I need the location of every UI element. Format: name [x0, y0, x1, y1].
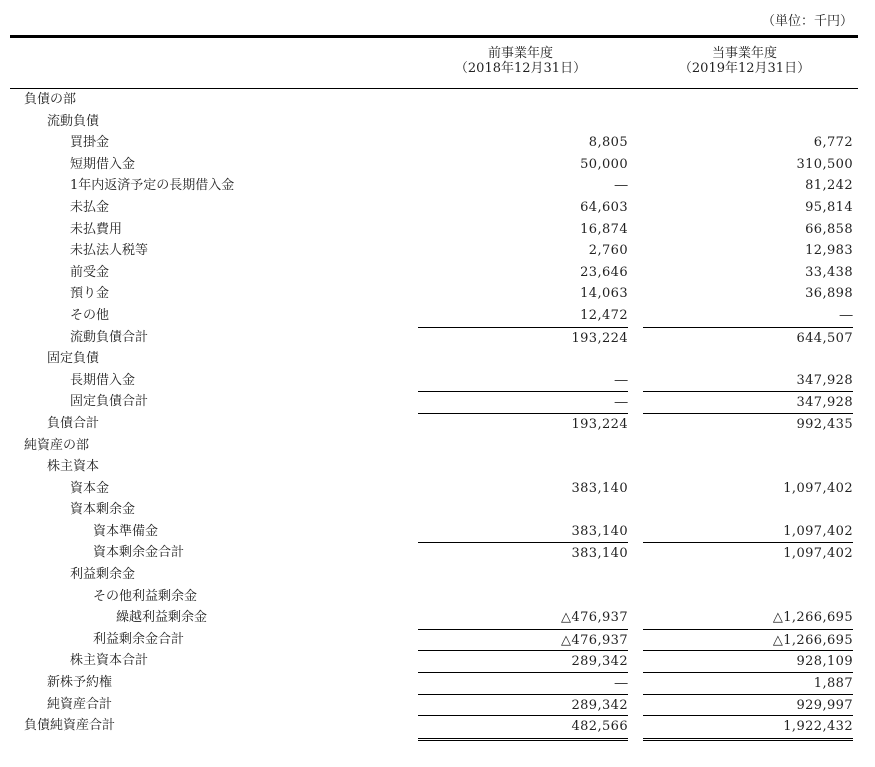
- value-prev-year: 383,140: [571, 480, 628, 496]
- value-prev-year: 14,063: [580, 286, 628, 302]
- table-row: [0, 348, 875, 370]
- table-row: [0, 283, 875, 305]
- unit-label: （単位：千円）: [761, 14, 853, 29]
- table-row: [0, 413, 875, 435]
- row-label: 負債の部: [24, 92, 77, 107]
- row-label: 買掛金: [70, 135, 110, 151]
- value-current-year: 6,772: [813, 135, 853, 151]
- value-current-year: △1,266,695: [643, 629, 853, 652]
- value-prev-year: 383,140: [571, 523, 628, 539]
- value-current-year: 929,997: [643, 694, 853, 717]
- row-label: 資本剰余金: [70, 502, 136, 518]
- value-current-year: 1,922,432: [643, 715, 853, 741]
- value-prev-year: ―: [614, 372, 628, 388]
- row-label: 固定負債: [47, 351, 100, 367]
- row-label: その他: [70, 307, 110, 323]
- value-prev-year: ―: [418, 391, 628, 414]
- row-label: 繰越利益剰余金: [116, 610, 208, 626]
- row-label: 株主資本合計: [70, 653, 149, 669]
- table-row: [0, 197, 875, 219]
- row-label: 未払金: [70, 199, 110, 215]
- table-row: [0, 435, 875, 457]
- value-prev-year: 193,224: [418, 327, 628, 350]
- balance-sheet-table: [0, 89, 875, 737]
- table-row: [0, 391, 875, 413]
- value-current-year: 347,928: [643, 391, 853, 414]
- table-row: [0, 327, 875, 349]
- value-prev-year: 289,342: [418, 694, 628, 717]
- row-label: 流動負債合計: [70, 329, 149, 345]
- value-prev-year: 289,342: [418, 650, 628, 673]
- value-current-year: 1,097,402: [783, 480, 853, 496]
- value-current-year: 33,438: [805, 264, 853, 280]
- table-row: [0, 175, 875, 197]
- value-prev-year: 23,646: [580, 264, 628, 280]
- row-label: 新株予約権: [47, 675, 113, 691]
- table-row: [0, 629, 875, 651]
- value-prev-year: 50,000: [580, 156, 628, 172]
- value-prev-year: △476,937: [561, 610, 628, 626]
- value-current-year: 347,928: [796, 372, 853, 388]
- row-label: 純資産の部: [24, 437, 90, 453]
- table-row: [0, 607, 875, 629]
- table-row: [0, 456, 875, 478]
- table-row: [0, 305, 875, 327]
- column-title-curr: 当事業年度: [711, 46, 777, 61]
- row-label: 短期借入金: [70, 156, 136, 172]
- value-prev-year: 16,874: [580, 221, 628, 237]
- value-prev-year: 64,603: [580, 199, 628, 215]
- value-prev-year: 8,805: [588, 135, 628, 151]
- row-label: 前受金: [70, 264, 110, 280]
- table-row: [0, 370, 875, 392]
- value-prev-year: △476,937: [418, 629, 628, 652]
- column-period-prev: （2018年12月31日）: [454, 61, 587, 76]
- column-header-current-year: [636, 46, 853, 76]
- row-label: 長期借入金: [70, 372, 136, 388]
- value-current-year: 992,435: [643, 413, 853, 436]
- value-prev-year: ―: [614, 178, 628, 194]
- table-top-rule: [10, 35, 858, 38]
- table-row: [0, 521, 875, 543]
- row-label: 固定負債合計: [70, 394, 149, 410]
- row-label: 純資産合計: [47, 696, 113, 712]
- value-current-year: 95,814: [805, 199, 853, 215]
- table-row: [0, 89, 875, 111]
- table-row: [0, 586, 875, 608]
- row-label: 資本準備金: [93, 523, 159, 539]
- value-current-year: 928,109: [643, 650, 853, 673]
- value-prev-year: 482,566: [418, 715, 628, 741]
- row-label: 利益剰余金合計: [93, 631, 185, 647]
- value-current-year: 1,097,402: [783, 523, 853, 539]
- table-row: [0, 111, 875, 133]
- row-label: 負債合計: [47, 415, 100, 431]
- table-row: [0, 715, 875, 737]
- row-label: 流動負債: [47, 113, 100, 129]
- row-label: 1年内返済予定の長期借入金: [70, 178, 235, 194]
- table-row: [0, 132, 875, 154]
- table-row: [0, 694, 875, 716]
- value-current-year: 36,898: [805, 286, 853, 302]
- row-label: 資本金: [70, 480, 110, 496]
- row-label: その他利益剰余金: [93, 588, 198, 604]
- value-prev-year: 12,472: [580, 307, 628, 323]
- table-row: [0, 219, 875, 241]
- table-row: [0, 262, 875, 284]
- table-row: [0, 499, 875, 521]
- value-current-year: 1,887: [643, 672, 853, 695]
- table-row: [0, 672, 875, 694]
- row-label: 株主資本: [47, 459, 100, 475]
- value-current-year: 66,858: [805, 221, 853, 237]
- value-current-year: 310,500: [796, 156, 853, 172]
- row-label: 資本剰余金合計: [93, 545, 185, 561]
- value-current-year: 644,507: [643, 327, 853, 350]
- table-row: [0, 650, 875, 672]
- column-header-prev-year: [412, 46, 629, 76]
- value-prev-year: 2,760: [588, 243, 628, 259]
- row-label: 利益剰余金: [70, 567, 136, 583]
- column-title-prev: 前事業年度: [487, 46, 553, 61]
- value-current-year: 81,242: [805, 178, 853, 194]
- value-current-year: 1,097,402: [643, 542, 853, 565]
- column-period-curr: （2019年12月31日）: [678, 61, 811, 76]
- table-row: [0, 240, 875, 262]
- row-label: 未払費用: [70, 221, 123, 237]
- value-current-year: △1,266,695: [772, 610, 853, 626]
- table-row: [0, 542, 875, 564]
- table-row: [0, 564, 875, 586]
- value-prev-year: 193,224: [418, 413, 628, 436]
- table-row: [0, 154, 875, 176]
- row-label: 預り金: [70, 286, 110, 302]
- row-label: 未払法人税等: [70, 243, 149, 259]
- value-current-year: ―: [839, 307, 853, 323]
- value-current-year: 12,983: [805, 243, 853, 259]
- table-row: [0, 478, 875, 500]
- value-prev-year: 383,140: [418, 542, 628, 565]
- row-label: 負債純資産合計: [24, 718, 116, 734]
- value-prev-year: ―: [418, 672, 628, 695]
